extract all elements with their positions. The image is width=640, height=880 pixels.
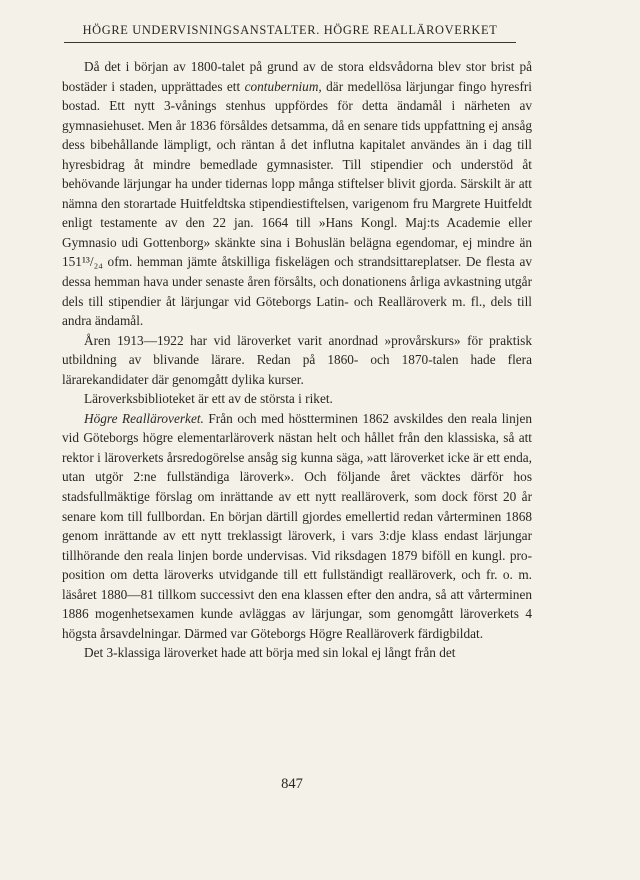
paragraph-text: där medellösa lärjungar fingo hyresfri bostad. Ett nytt 3-vånings stenhus uppfördes för detta ändamål i närheten av gymnasiehuset. Men år 1836 försåldes detsamma, då en senare tids uppfattning ej ansåg dess bibehållande lämpligt, och räntan å det influtna kapitalet användes än i dag till hyresbidrag åt mindre bemedlade gymnasister. Till stipendier och understöd åt behövande lärjungar ha under tidernas lopp många stiftelser blivit gjorda. Särskilt är att nämna den storartade Huitfeldtska stipendiestiftelsen, varigenom fru Margrete Huitfeldt enligt testamente av den 22 jan. 1664 till »Hans Kongl. Maj:ts Academie eller Gymnasio udi Gottenborg» skänkte sina i Bohuslän belägna egendomar, ej mindre än 151¹³/₂₄ ofm. hemman jämte åtskilliga fiskelägen och strandsittareplatser. De flesta av dessa hemman hava under senaste åren försålts, och donationens årliga avkastning utgår dels till stipendier åt lärjungar vid Göteborgs Latin- och Realläroverk m. fl., dels till andra ändamål. bbox=[62, 78, 532, 329]
paragraph-text: Läroverksbiblioteket är ett av de största i riket. bbox=[84, 391, 333, 407]
paragraph-text: Från och med höstterminen 1862 avskildes den reala linjen vid Göteborgs högre elementarläroverk nästan helt och hållet från den klassiska, så att rektor i läroverkets årsredogörelse ansåg sig kunna säga, »att läroverket icke är ett enda, utan utgör 2:ne fullständiga läroverk». Och följande året väcktes därför hos stadsfullmäktige förslag om inrättande av ett nytt realläroverk, som dock först 20 år senare kom till fullbordan. En början därtill gjordes emellertid redan vårterminen 1868 genom inrättande av ett nytt treklassigt läroverk, i vars 3:dje klass endast lärjungar tillhörande den reala linjen borde undervisas. Vid riksdagen 1879 biföll en kungl. proposition om detta läroverks utvidgande till ett fullständigt realläroverk, och fr. o. m. läsåret 1880—81 tillkom successivt den ena klassen efter den andra, så att vårterminen 1886 mogenhetsexamen kunde avläggas av lärjungar, som genomgått läroverkets 4 högsta årsavdelningar. Därmed var Göteborgs Högre Realläroverk färdigbildat. bbox=[62, 410, 532, 641]
paragraph-text: Då det i början av 1800-talet på grund av de stora eldsvådorna blev stor brist på bostäder i staden, upprättades ett bbox=[62, 59, 532, 94]
paragraph-provarskurs bbox=[62, 331, 532, 390]
emphasis-contubernium: contubernium, bbox=[244, 78, 322, 94]
paragraph-contubernium bbox=[62, 57, 532, 331]
paragraph-realaroverket bbox=[62, 409, 532, 644]
body-text bbox=[62, 57, 532, 663]
section-heading-italic: Högre Realläroverket. bbox=[84, 410, 204, 426]
paragraph-text: Åren 1913—1922 har vid läroverket varit anordnad »provårskurs» för praktisk utbildning av blivande lärare. Redan på 1860- och 1870-talen hade flera lärarekandidater där genomgått dylika kurser. bbox=[62, 332, 532, 387]
paragraph-final bbox=[62, 643, 532, 663]
paragraph-text: Det 3-klassiga läroverket hade att börja med sin lokal ej långt från det bbox=[84, 645, 456, 661]
header-rule bbox=[64, 42, 516, 43]
page-number: 847 bbox=[281, 776, 303, 792]
paragraph-library bbox=[62, 389, 532, 409]
running-header: HÖGRE UNDERVISNINGSANSTALTER. HÖGRE REALLÄROVERKET bbox=[82, 23, 498, 37]
